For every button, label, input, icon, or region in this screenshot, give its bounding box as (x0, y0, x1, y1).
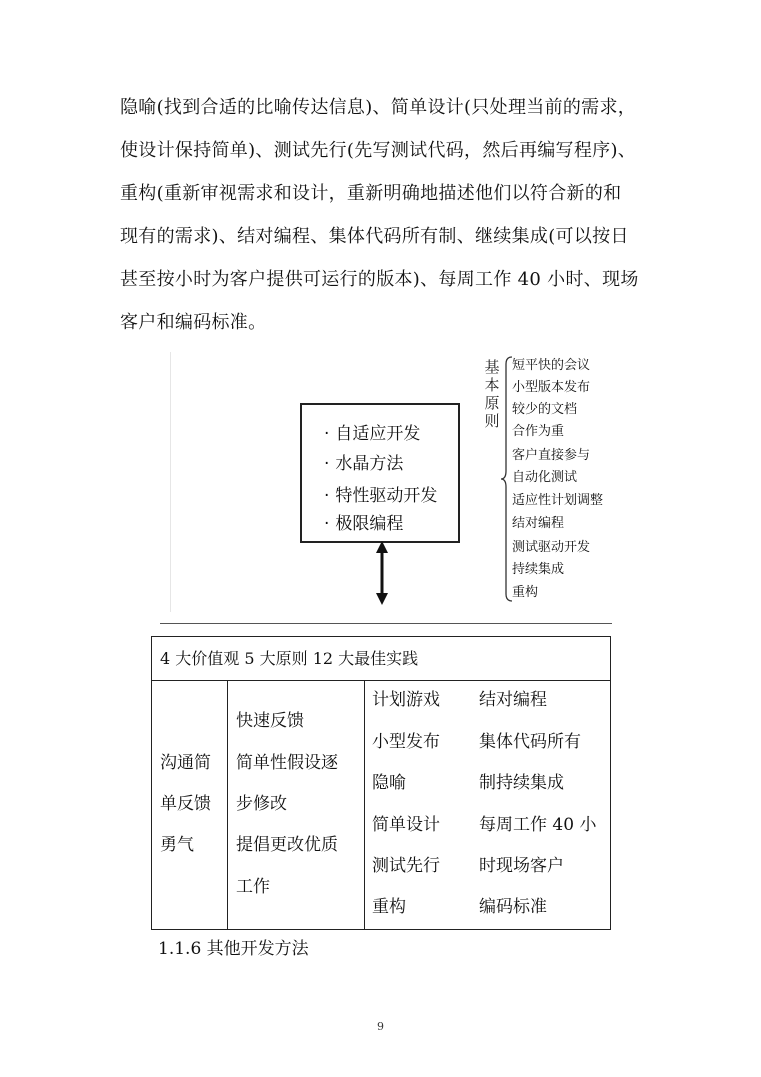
practice-item: 每周工作 40 小 (479, 815, 597, 835)
principles-cell-line: 步修改 (236, 794, 287, 814)
practice-item: 集体代码所有 (479, 732, 581, 752)
section-heading: 1.1.6 其他开发方法 (158, 939, 309, 959)
principle-item: 适应性计划调整 (512, 493, 604, 508)
principle-item: 客户直接参与 (512, 448, 591, 463)
values-cell-line: 沟通简 (160, 753, 211, 773)
principles-cell-line: 简单性假设逐 (236, 753, 338, 773)
practice-item: 计划游戏 (372, 690, 440, 710)
practice-item: 重构 (372, 897, 406, 917)
values-cell-line: 单反馈 (160, 794, 211, 814)
table-header-text: 4 大价值观 5 大原则 12 大最佳实践 (160, 649, 419, 668)
body-paragraph (120, 86, 650, 344)
practice-item: 简单设计 (372, 815, 440, 835)
principles-cell-line: 提倡更改优质 (236, 835, 338, 855)
principle-item: 重构 (512, 585, 539, 600)
paragraph-line: 客户和编码标准。 (120, 312, 267, 333)
principle-item: 小型版本发布 (512, 380, 591, 395)
column-divider (364, 680, 365, 929)
values-cell-line: 勇气 (160, 835, 194, 855)
principle-item: 持续集成 (512, 562, 565, 577)
xp-summary-table (151, 636, 611, 930)
principle-item: 自动化测试 (512, 470, 578, 485)
principle-item: 较少的文档 (512, 402, 578, 417)
column-divider (227, 680, 228, 929)
practice-item: 结对编程 (479, 690, 547, 710)
methods-box (300, 403, 460, 543)
practice-item: 编码标准 (479, 897, 547, 917)
principle-item: 结对编程 (512, 516, 565, 531)
paragraph-line: 隐喻(找到合适的比喻传达信息)、简单设计(只处理当前的需求， (120, 97, 637, 118)
practice-item: 制持续集成 (479, 773, 564, 793)
practice-item: 小型发布 (372, 732, 440, 752)
principles-vertical-label: 基 本 原 则 (484, 358, 500, 430)
paragraph-line: 使设计保持简单)、测试先行(先写测试代码，然后再编写程序)、 (120, 140, 637, 161)
method-item: · 自适应开发 (324, 424, 421, 444)
method-item: · 特性驱动开发 (324, 486, 438, 506)
principle-item: 合作为重 (512, 424, 565, 439)
practice-item: 测试先行 (372, 856, 440, 876)
principles-cell-line: 工作 (236, 877, 270, 897)
practice-item: 隐喻 (372, 773, 406, 793)
method-item: · 极限编程 (324, 514, 404, 534)
page-number: 9 (377, 1020, 384, 1033)
agile-methods-figure (160, 348, 612, 628)
method-item: · 水晶方法 (324, 454, 404, 474)
figure-bottom-rule (160, 623, 612, 624)
figure-left-rule (170, 352, 171, 612)
principle-item: 短平快的会议 (512, 358, 591, 373)
principle-item: 测试驱动开发 (512, 540, 591, 555)
principles-cell-line: 快速反馈 (236, 711, 304, 731)
paragraph-line: 甚至按小时为客户提供可运行的版本)、每周工作 40 小时、现场 (120, 269, 639, 290)
table-header (152, 637, 610, 681)
paragraph-line: 现有的需求)、结对编程、集体代码所有制、继续集成(可以按日 (120, 226, 629, 247)
practice-item: 时现场客户 (479, 856, 564, 876)
double-arrow-icon (376, 541, 388, 605)
paragraph-line: 重构(重新审视需求和设计，重新明确地描述他们以符合新的和 (120, 183, 622, 204)
